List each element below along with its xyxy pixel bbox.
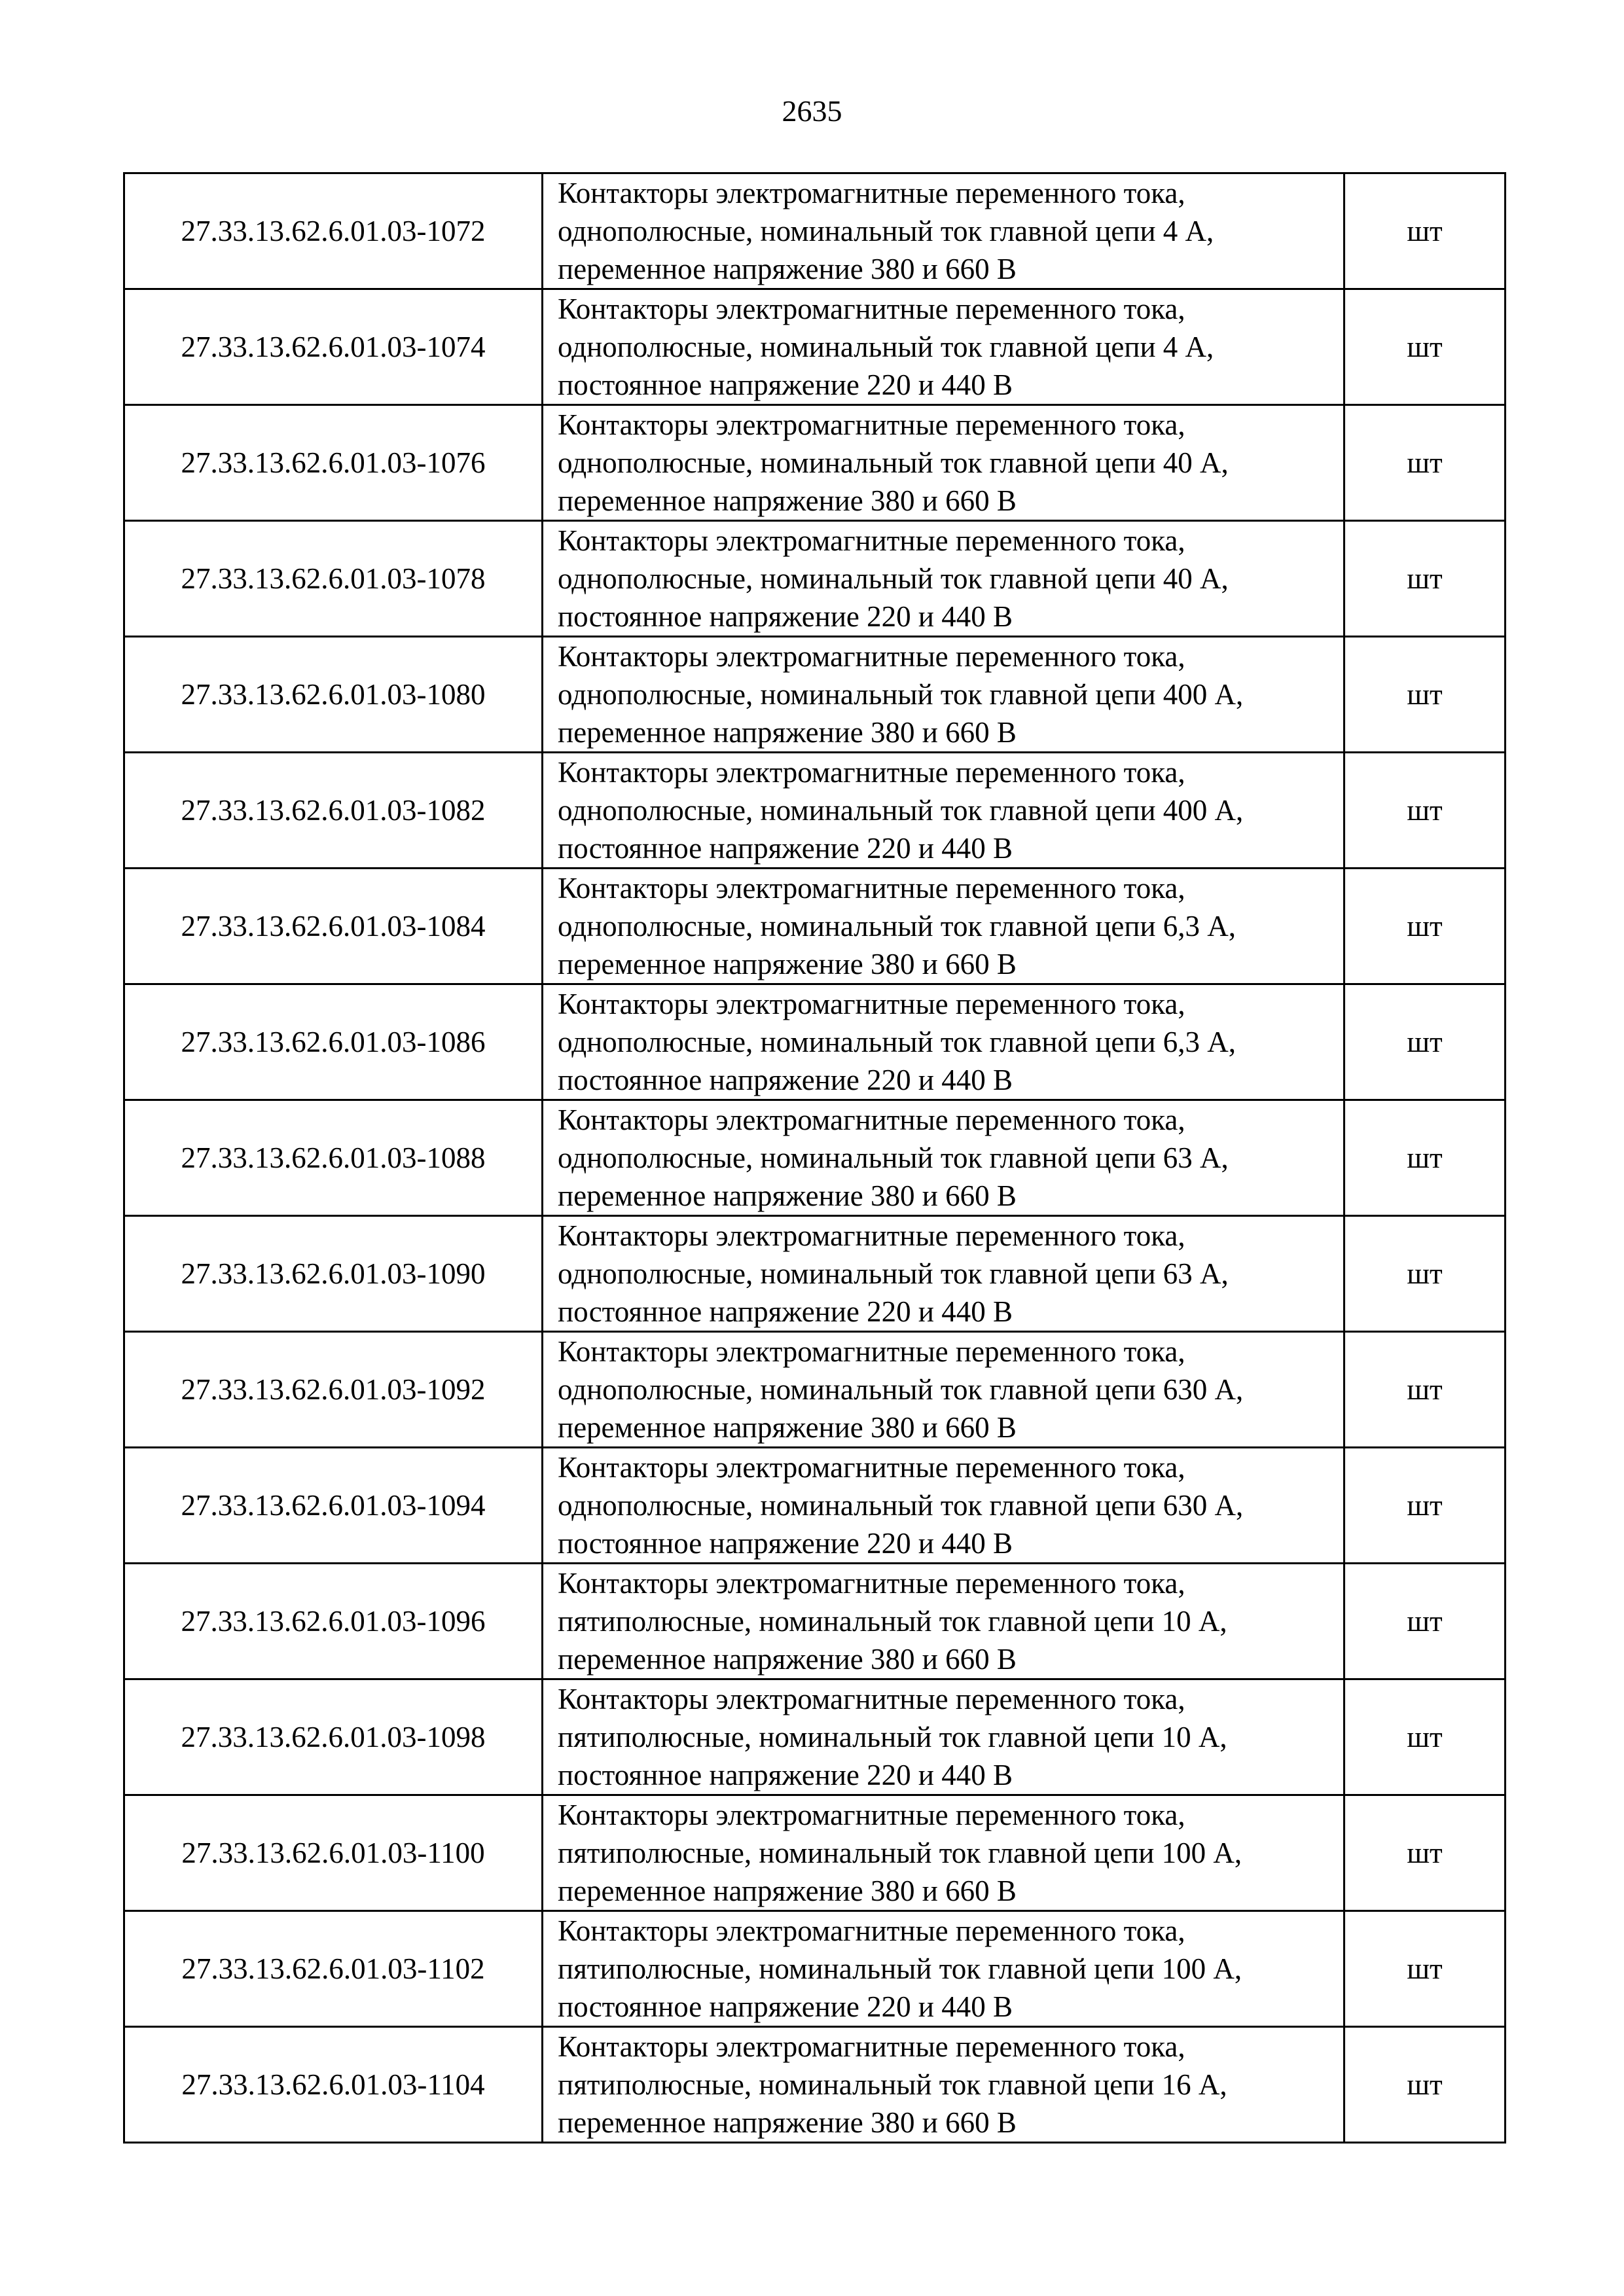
code-cell: 27.33.13.62.6.01.03-1098 [124,1679,543,1795]
unit-cell: шт [1344,753,1506,869]
unit-cell: шт [1344,1332,1506,1448]
table-row [124,289,1506,405]
unit-cell: шт [1344,405,1506,521]
name-cell [543,1679,1344,1795]
name-text: Контакторы электромагнитные переменного тока, пятиполюсные, номинальный ток главной цепи 10 А, переменное напряжение 380 и 660 В [558,1567,1227,1676]
name-cell [543,1795,1344,1911]
name-text: Контакторы электромагнитные переменного тока, однополюсные, номинальный ток главной цепи 400 А, постоянное напряжение 220 и 440 В [558,756,1244,865]
table-row [124,984,1506,1100]
unit-cell: шт [1344,869,1506,984]
code-cell: 27.33.13.62.6.01.03-1086 [124,984,543,1100]
name-cell [543,1911,1344,2027]
table-row [124,1448,1506,1564]
table-row [124,753,1506,869]
code-cell: 27.33.13.62.6.01.03-1082 [124,753,543,869]
table-row [124,1679,1506,1795]
name-text: Контакторы электромагнитные переменного тока, пятиполюсные, номинальный ток главной цепи 10 А, постоянное напряжение 220 и 440 В [558,1683,1227,1791]
unit-cell: шт [1344,1679,1506,1795]
table-row [124,637,1506,753]
code-cell: 27.33.13.62.6.01.03-1092 [124,1332,543,1448]
unit-cell: шт [1344,1216,1506,1332]
code-cell: 27.33.13.62.6.01.03-1102 [124,1911,543,2027]
page-number: 2635 [782,94,842,128]
code-cell: 27.33.13.62.6.01.03-1078 [124,521,543,637]
name-text: Контакторы электромагнитные переменного тока, однополюсные, номинальный ток главной цепи 6,3 А, переменное напряжение 380 и 660 В [558,872,1236,980]
name-text: Контакторы электромагнитные переменного тока, однополюсные, номинальный ток главной цепи 40 А, переменное напряжение 380 и 660 В [558,408,1229,517]
table-row [124,1911,1506,2027]
name-text: Контакторы электромагнитные переменного тока, однополюсные, номинальный ток главной цепи 6,3 А, постоянное напряжение 220 и 440 В [558,988,1236,1096]
table-row [124,2027,1506,2143]
name-cell [543,405,1344,521]
table-row [124,869,1506,984]
name-cell [543,984,1344,1100]
table-row [124,173,1506,289]
name-text: Контакторы электромагнитные переменного тока, однополюсные, номинальный ток главной цепи 4 А, постоянное напряжение 220 и 440 В [558,293,1214,401]
unit-cell: шт [1344,521,1506,637]
table-row [124,405,1506,521]
name-text: Контакторы электромагнитные переменного тока, однополюсные, номинальный ток главной цепи 400 А, переменное напряжение 380 и 660 В [558,640,1244,749]
code-cell: 27.33.13.62.6.01.03-1096 [124,1564,543,1679]
name-cell [543,1216,1344,1332]
name-text: Контакторы электромагнитные переменного тока, однополюсные, номинальный ток главной цепи 4 А, переменное напряжение 380 и 660 В [558,177,1214,285]
table-row [124,1100,1506,1216]
unit-cell: шт [1344,289,1506,405]
code-cell: 27.33.13.62.6.01.03-1076 [124,405,543,521]
unit-cell: шт [1344,2027,1506,2143]
unit-cell: шт [1344,1448,1506,1564]
name-cell [543,637,1344,753]
name-text: Контакторы электромагнитные переменного тока, однополюсные, номинальный ток главной цепи 630 А, переменное напряжение 380 и 660 В [558,1335,1244,1444]
table-row [124,1564,1506,1679]
name-cell [543,521,1344,637]
name-text: Контакторы электромагнитные переменного тока, пятиполюсные, номинальный ток главной цепи 100 А, постоянное напряжение 220 и 440 В [558,1914,1242,2023]
name-text: Контакторы электромагнитные переменного тока, однополюсные, номинальный ток главной цепи 63 А, переменное напряжение 380 и 660 В [558,1103,1229,1212]
code-cell: 27.33.13.62.6.01.03-1084 [124,869,543,984]
name-cell [543,869,1344,984]
table-row [124,521,1506,637]
name-text: Контакторы электромагнитные переменного тока, пятиполюсные, номинальный ток главной цепи 100 А, переменное напряжение 380 и 660 В [558,1799,1242,1907]
code-cell: 27.33.13.62.6.01.03-1104 [124,2027,543,2143]
name-text: Контакторы электромагнитные переменного тока, однополюсные, номинальный ток главной цепи 63 А, постоянное напряжение 220 и 440 В [558,1219,1229,1328]
name-cell [543,1448,1344,1564]
name-cell [543,2027,1344,2143]
unit-cell: шт [1344,1795,1506,1911]
code-cell: 27.33.13.62.6.01.03-1090 [124,1216,543,1332]
name-cell [543,1564,1344,1679]
name-text: Контакторы электромагнитные переменного тока, однополюсные, номинальный ток главной цепи 40 А, постоянное напряжение 220 и 440 В [558,524,1229,633]
classifier-table [123,172,1506,2144]
unit-cell: шт [1344,637,1506,753]
name-cell [543,1100,1344,1216]
name-text: Контакторы электромагнитные переменного тока, однополюсные, номинальный ток главной цепи 630 А, постоянное напряжение 220 и 440 В [558,1451,1244,1560]
table-row [124,1795,1506,1911]
name-text: Контакторы электромагнитные переменного тока, пятиполюсные, номинальный ток главной цепи 16 А, переменное напряжение 380 и 660 В [558,2030,1227,2139]
table-row [124,1216,1506,1332]
code-cell: 27.33.13.62.6.01.03-1094 [124,1448,543,1564]
code-cell: 27.33.13.62.6.01.03-1100 [124,1795,543,1911]
unit-cell: шт [1344,984,1506,1100]
code-cell: 27.33.13.62.6.01.03-1088 [124,1100,543,1216]
name-cell [543,289,1344,405]
name-cell [543,173,1344,289]
code-cell: 27.33.13.62.6.01.03-1074 [124,289,543,405]
unit-cell: шт [1344,1911,1506,2027]
table-row [124,1332,1506,1448]
unit-cell: шт [1344,173,1506,289]
name-cell [543,753,1344,869]
code-cell: 27.33.13.62.6.01.03-1080 [124,637,543,753]
name-cell [543,1332,1344,1448]
unit-cell: шт [1344,1564,1506,1679]
classifier-table-body [124,173,1506,2143]
code-cell: 27.33.13.62.6.01.03-1072 [124,173,543,289]
unit-cell: шт [1344,1100,1506,1216]
